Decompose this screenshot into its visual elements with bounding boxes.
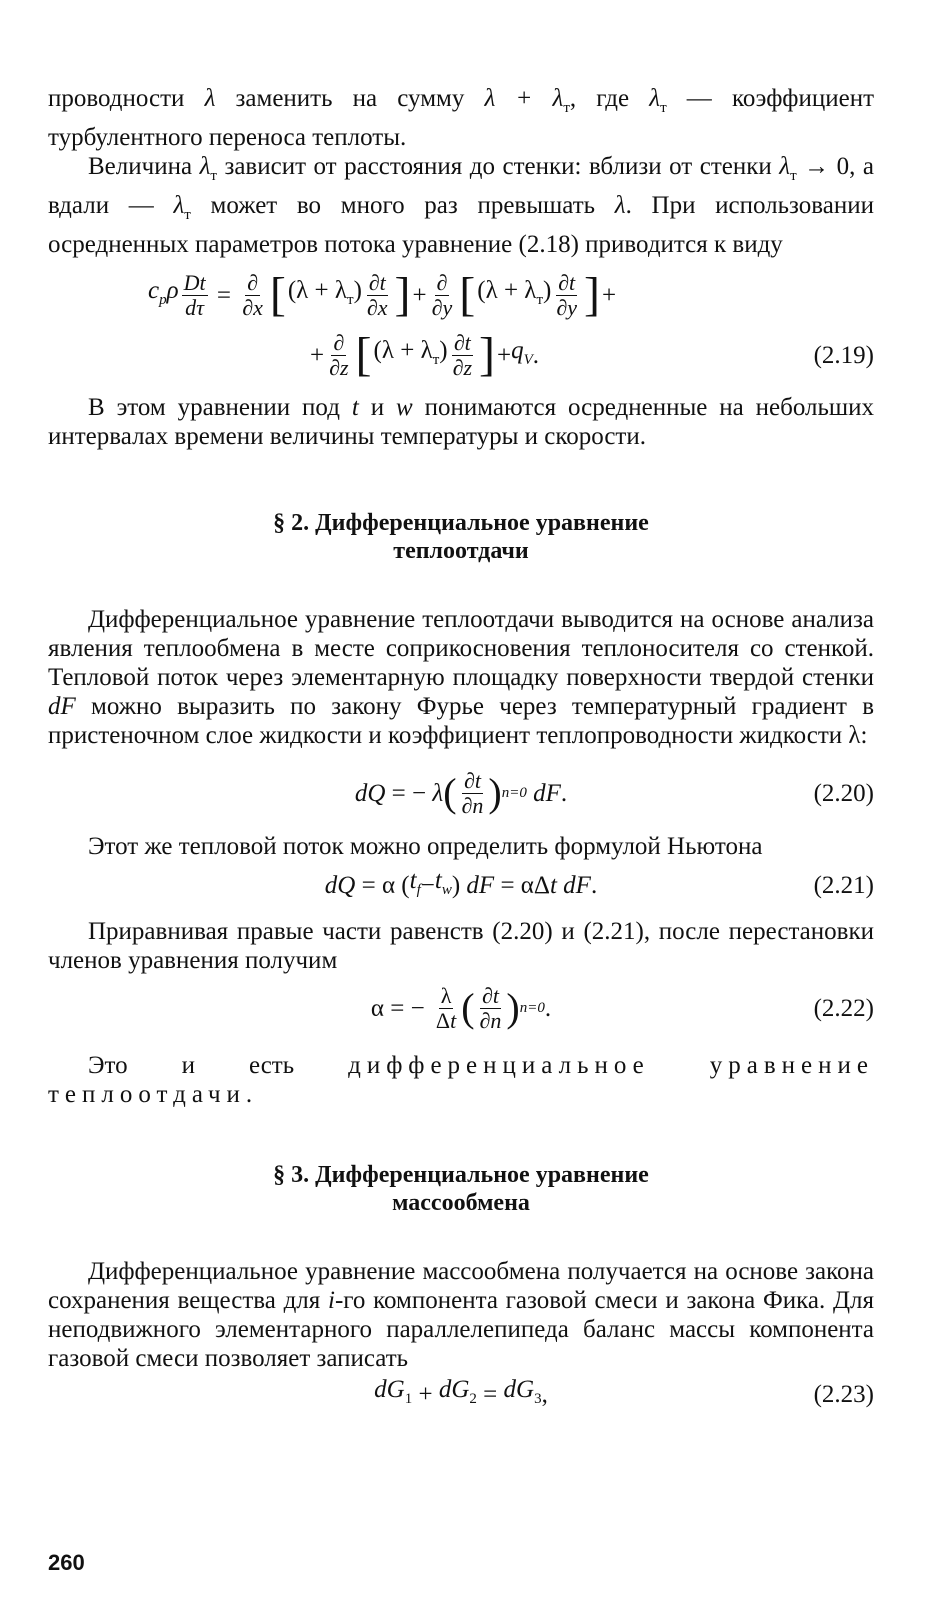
equation-2-21: dQ = α ( $t_f$ − $t_w$ ) dF = αΔ t dF . (2.21): [324, 866, 874, 899]
section-heading-2: § 2. Дифференциальное уравнение теплоотдачи: [273, 510, 649, 564]
equation-number: (2.21): [813, 871, 874, 899]
page-content: [48, 84, 874, 1415]
paragraph-4: Дифференциальное уравнение теплоотдачи выводится на основе анализа явления теплообмена в месте соприкосновения теплоносителя со стенкой. Тепловой поток через элементарную площадку поверхности твердой стенки dF можно выразить по закону Фурье через температурный градиент в пристеночном слое жидкости и коэффициент теплопроводности жидкости λ:: [48, 606, 874, 749]
paragraph-1: проводности λ заменить на сумму $\lambda + \lambda_т$, где $\lambda_т$ — коэффициент турбулентного переноса теплоты.: [48, 85, 874, 151]
section-heading-3: § 3. Дифференциальное уравнение массообмена: [273, 1162, 649, 1216]
page-number: 260: [48, 1550, 85, 1575]
equation-2-20: dQ = − λ ( $\frac{\partial t}{\partial n}$ ) n=0 dF . (2.20): [354, 767, 874, 818]
equation-number: (2.19): [813, 341, 874, 369]
equation-2-23: $dG_1$ + $dG_2$ = $dG_3$ , (2.23): [374, 1375, 874, 1408]
equation-2-19: $c_p\rho$ $\frac{Dt}{d\tau}$ = $\frac{\partial}{\partial x}$ [ $(\lambda + \lambda_т)$ $\frac{\partial t}{\partial x}$ ] + $\frac{\partial}{\partial y}$ [ $(\lambda + \lambda_т)$ $\frac{\partial t}{\partial y}$ ] + + $\frac{\partial}{\partial z}$ [ $(\lambda + \lambda_т)$ $\frac{\partial t}{\partial z}$ ] + $q_V$ . (2.19): [148, 268, 874, 381]
paragraph-2: Величина $\lambda_т$ зависит от расстояния до стенки: вблизи от стенки $\lambda_т \to 0$, а вдали — $\lambda_т$ может во много раз превышать λ. При использовании осредненных параметров потока уравнение (2.18) приводится к виду: [48, 153, 874, 258]
paragraph-3: В этом уравнении под t и w понимаются осредненные на небольших интервалах времени величины температуры и скорости.: [48, 394, 874, 450]
equation-number: (2.22): [813, 994, 874, 1022]
paragraph-5: Этот же тепловой поток можно определить формулой Ньютона: [88, 833, 763, 860]
paragraph-8: Дифференциальное уравнение массообмена получается на основе закона сохранения вещества для i-го компонента газовой смеси и закона Фика. Для неподвижного элементарного параллелепипеда баланс массы компонента газовой смеси позволяет записать: [48, 1258, 874, 1372]
equation-number: (2.20): [813, 779, 874, 807]
paragraph-7: Это и есть дифференциальное уравнение теплоотдачи.: [48, 1052, 874, 1108]
paragraph-6: Приравнивая правые части равенств (2.20) и (2.21), после перестановки членов уравнения получим: [48, 918, 874, 974]
equation-number: (2.23): [813, 1380, 874, 1408]
equation-2-22: α = − $\frac{\lambda}{\Delta t}$ ( $\frac{\partial t}{\partial n}$ ) n=0 . (2.22): [370, 982, 874, 1033]
